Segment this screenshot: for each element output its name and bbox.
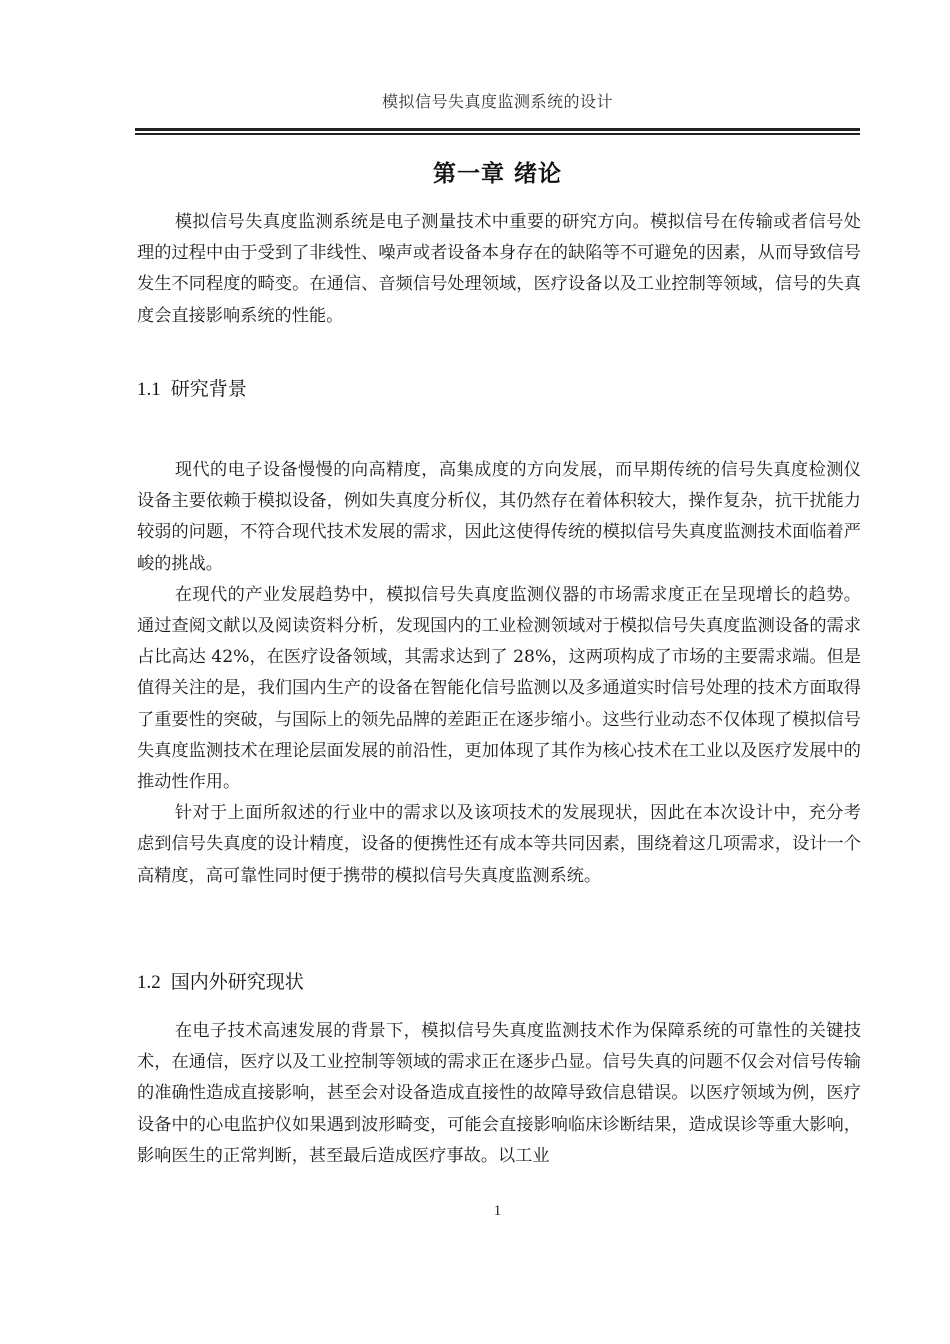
section-number: 1.2 [137, 972, 161, 993]
body-paragraph: 针对于上面所叙述的行业中的需求以及该项技术的发展现状，因此在本次设计中，充分考虑到信号失真度的设计精度，设备的便携性还有成本等共同因素，围绕着这几项需求，设计一个高精度，高可靠性同时便于携带的模拟信号失真度监测系统。 [137, 803, 861, 886]
running-header: 模拟信号失真度监测系统的设计 [381, 92, 613, 111]
page-number: 1 [493, 1203, 502, 1219]
section-title: 研究背景 [170, 378, 247, 400]
body-paragraph: 在现代的产业发展趋势中，模拟信号失真度监测仪器的市场需求度正在呈现增长的趋势。通过查阅文献以及阅读资料分析，发现国内的工业检测领域对于模拟信号失真度监测设备的需求占比高达 42%，在医疗设备领域，其需求达到了 28%，这两项构成了市场的主要需求端。但是值得关注的是，我们国内生产的设备在智能化信号监测以及多通道实时信号处理的技术方面取得了重要性的突破，与国际上的领先品牌的差距正在逐步缩小。这些行业动态不仅体现了模拟信号失真度监测技术在理论层面发展的前沿性，更加体现了其作为核心技术在工业以及医疗发展中的推动性作用。 [137, 584, 861, 793]
body-paragraph: 在电子技术高速发展的背景下，模拟信号失真度监测技术作为保障系统的可靠性的关键技术，在通信，医疗以及工业控制等领域的需求正在逐步凸显。信号失真的问题不仅会对信号传输的准确性造成直接影响，甚至会对设备造成直接性的故障导致信息错误。以医疗领域为例，医疗设备中的心电监护仪如果遇到波形畸变，可能会直接影响临床诊断结果，造成误诊等重大影响，影响医生的正常判断，甚至最后造成医疗事故。以工业 [137, 1021, 861, 1166]
chapter-title: 第一章 绪论 [432, 161, 562, 187]
section-number: 1.1 [137, 379, 161, 400]
section-heading-1-1 [137, 374, 247, 401]
section-1-2-body [137, 1016, 861, 1172]
intro-block [137, 207, 861, 332]
section-title: 国内外研究现状 [170, 971, 304, 993]
header-double-rule [135, 128, 860, 135]
intro-paragraph: 模拟信号失真度监测系统是电子测量技术中重要的研究方向。模拟信号在传输或者信号处理的过程中由于受到了非线性、噪声或者设备本身存在的缺陷等不可避免的因素，从而导致信号发生不同程度的畸变。在通信、音频信号处理领域，医疗设备以及工业控制等领域，信号的失真度会直接影响系统的性能。 [137, 212, 861, 326]
section-heading-1-2 [137, 967, 304, 994]
section-1-1-body [137, 455, 861, 892]
body-paragraph: 现代的电子设备慢慢的向高精度，高集成度的方向发展，而早期传统的信号失真度检测仪设备主要依赖于模拟设备，例如失真度分析仪，其仍然存在着体积较大，操作复杂，抗干扰能力较弱的问题，不符合现代技术发展的需求，因此这使得传统的模拟信号失真度监测技术面临着严峻的挑战。 [137, 460, 861, 574]
